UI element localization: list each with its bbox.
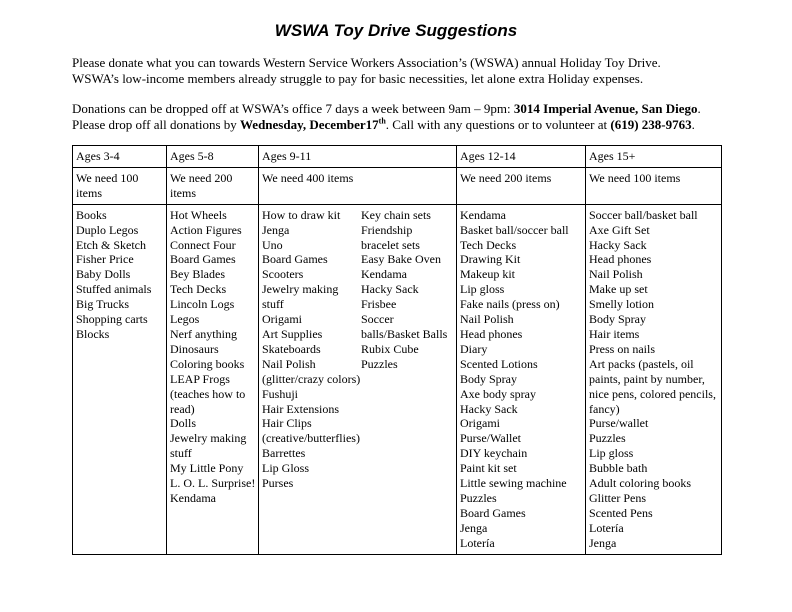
items-ages-9-11-column-b [361, 208, 453, 491]
intro-line-1: Please donate what you can towards Western Service Workers Association’s (WSWA) annual Holiday Toy Drive. [72, 55, 661, 70]
list-item: Board Games [262, 252, 328, 267]
phone-number: (619) 238-9763 [610, 117, 692, 132]
list-item: Scooters [262, 267, 304, 282]
donation-hours-text: Donations can be dropped off at WSWA’s office 7 days a week between 9am – 9pm: [72, 101, 514, 116]
items-ages-9-11 [259, 204, 457, 554]
list-item: Key chain sets [361, 207, 431, 222]
intro-paragraph [72, 55, 732, 87]
list-item: Head phones [460, 326, 523, 341]
list-item: Coloring books [170, 356, 245, 371]
list-item: Jewelry making stuff [262, 282, 339, 312]
list-item: Axe Gift Set [589, 222, 650, 237]
list-item: Tech Decks [460, 237, 517, 252]
list-item: Scented Pens [589, 505, 653, 520]
list-item: Lincoln Logs [170, 297, 235, 312]
list-item: Fake nails (press on) [460, 297, 560, 312]
office-address: 3014 Imperial Avenue, San Diego [513, 101, 698, 116]
list-item: Origami [460, 416, 500, 431]
list-item: Adult coloring books [589, 476, 691, 491]
list-item: Tech Decks [170, 282, 227, 297]
list-item: Jenga [589, 535, 617, 550]
list-item: Kendama [361, 267, 407, 282]
list-item: Art packs (pastels, oil paints, paint by number, nice pens, colored pencils, fancy) [589, 356, 716, 416]
list-item: Lotería [460, 535, 495, 550]
list-item: Origami [262, 312, 302, 327]
list-item: Action Figures [170, 222, 242, 237]
list-item: My Little Pony [170, 461, 244, 476]
deadline-date [240, 117, 386, 132]
list-item: Hair Clips (creative/butterflies) [262, 416, 360, 446]
list-item: Purse/Wallet [460, 431, 522, 446]
list-item: Art Supplies [262, 326, 323, 341]
need-ages-15-plus: We need 100 items [586, 167, 722, 204]
list-item: Hot Wheels [170, 207, 227, 222]
items-ages-3-4 [73, 204, 167, 554]
list-item: Fisher Price [76, 252, 134, 267]
list-item: Legos [170, 312, 200, 327]
list-item: Kendama [170, 490, 216, 505]
list-item: Connect Four [170, 237, 236, 252]
list-item: Makeup kit [460, 267, 515, 282]
list-item: Puzzles [361, 356, 398, 371]
list-item: Duplo Legos [76, 222, 139, 237]
page-title: WSWA Toy Drive Suggestions [274, 21, 518, 40]
list-item: Nail Polish [460, 312, 514, 327]
list-item: Shopping carts [76, 312, 148, 327]
list-item: Hacky Sack [361, 282, 419, 297]
list-item: Puzzles [589, 431, 626, 446]
list-item: Dolls [170, 416, 197, 431]
list-item: Body Spray [460, 371, 517, 386]
list-item: Hair Extensions [262, 401, 339, 416]
items-ages-5-8 [167, 204, 259, 554]
deadline-date-suffix: th [378, 116, 386, 126]
list-item: L. O. L. Surprise! [170, 476, 256, 491]
list-item: Board Games [460, 505, 526, 520]
list-item: Rubix Cube [361, 341, 419, 356]
list-item: Body Spray [589, 312, 646, 327]
list-item: Lip gloss [589, 446, 634, 461]
list-item: Make up set [589, 282, 648, 297]
deadline-date-text: Wednesday, December17 [240, 117, 379, 132]
list-item: Skateboards [262, 341, 321, 356]
list-item: Jewelry making stuff [170, 431, 247, 461]
list-item: DIY keychain [460, 446, 528, 461]
list-item: Books [76, 207, 107, 222]
list-item: Big Trucks [76, 297, 130, 312]
donation-line-1-end: . [697, 101, 701, 116]
header-ages-3-4: Ages 3-4 [73, 146, 167, 168]
list-item: Board Games [170, 252, 236, 267]
list-item: Smelly lotion [589, 297, 655, 312]
contact-text: . Call with any questions or to volunteer at [385, 117, 611, 132]
toy-suggestions-table [72, 145, 722, 555]
list-item: Hacky Sack [589, 237, 647, 252]
list-item: Purses [262, 476, 294, 491]
list-item: Etch & Sketch [76, 237, 146, 252]
needs-row [73, 167, 722, 204]
list-item: Axe body spray [460, 386, 536, 401]
list-item: Friendship bracelet sets [361, 222, 420, 252]
items-row [73, 204, 722, 554]
list-item: Nail Polish (glitter/crazy colors) [262, 356, 361, 386]
list-item: Bey Blades [170, 267, 225, 282]
list-item: Purse/wallet [589, 416, 649, 431]
list-item: Scented Lotions [460, 356, 538, 371]
list-item: Jenga [460, 520, 488, 535]
list-item: Easy Bake Oven [361, 252, 441, 267]
header-ages-9-11: Ages 9-11 [259, 146, 457, 168]
list-item: Lip Gloss [262, 461, 310, 476]
list-item: Nerf anything [170, 326, 237, 341]
list-item: LEAP Frogs (teaches how to read) [170, 371, 246, 416]
list-item: Press on nails [589, 341, 655, 356]
items-ages-12-14 [457, 204, 586, 554]
list-item: Jenga [262, 222, 290, 237]
list-item: Blocks [76, 326, 110, 341]
list-item: Stuffed animals [76, 282, 152, 297]
list-item: Lip gloss [460, 282, 505, 297]
list-item: Baby Dolls [76, 267, 131, 282]
list-item: Dinosaurs [170, 341, 219, 356]
need-ages-5-8: We need 200 items [167, 167, 259, 204]
list-item: Drawing Kit [460, 252, 521, 267]
donation-line-2-end: . [691, 117, 695, 132]
header-ages-15-plus: Ages 15+ [586, 146, 722, 168]
list-item: Diary [460, 341, 488, 356]
header-ages-5-8: Ages 5-8 [167, 146, 259, 168]
list-item: Bubble bath [589, 461, 648, 476]
items-ages-9-11-column-a [262, 208, 361, 491]
deadline-prefix: Please drop off all donations by [72, 117, 241, 132]
need-ages-12-14: We need 200 items [457, 167, 586, 204]
donation-line-1 [72, 101, 732, 117]
list-item: Soccer ball/basket ball [589, 207, 698, 222]
need-ages-9-11: We need 400 items [259, 167, 457, 204]
list-item: Soccer balls/Basket Balls [361, 312, 448, 341]
list-item: How to draw kit [262, 207, 341, 222]
donation-paragraph [72, 101, 732, 133]
list-item: Nail Polish [589, 267, 643, 282]
list-item: Paint kit set [460, 461, 517, 476]
list-item: Head phones [589, 252, 652, 267]
list-item: Glitter Pens [589, 490, 646, 505]
list-item: Kendama [460, 207, 506, 222]
list-item: Hair items [589, 326, 640, 341]
list-item: Fushuji [262, 386, 299, 401]
intro-line-2: WSWA’s low-income members already struggle to pay for basic necessities, let alone extra Holiday expenses. [72, 71, 644, 86]
list-item: Barrettes [262, 446, 306, 461]
header-ages-12-14: Ages 12-14 [457, 146, 586, 168]
list-item: Little sewing machine [460, 476, 567, 491]
list-item: Hacky Sack [460, 401, 518, 416]
items-ages-15-plus [586, 204, 722, 554]
list-item: Frisbee [361, 297, 397, 312]
need-ages-3-4: We need 100 items [73, 167, 167, 204]
list-item: Uno [262, 237, 283, 252]
donation-line-2 [72, 117, 732, 133]
list-item: Basket ball/soccer ball [460, 222, 569, 237]
header-row [73, 146, 722, 168]
list-item: Lotería [589, 520, 624, 535]
list-item: Puzzles [460, 490, 497, 505]
